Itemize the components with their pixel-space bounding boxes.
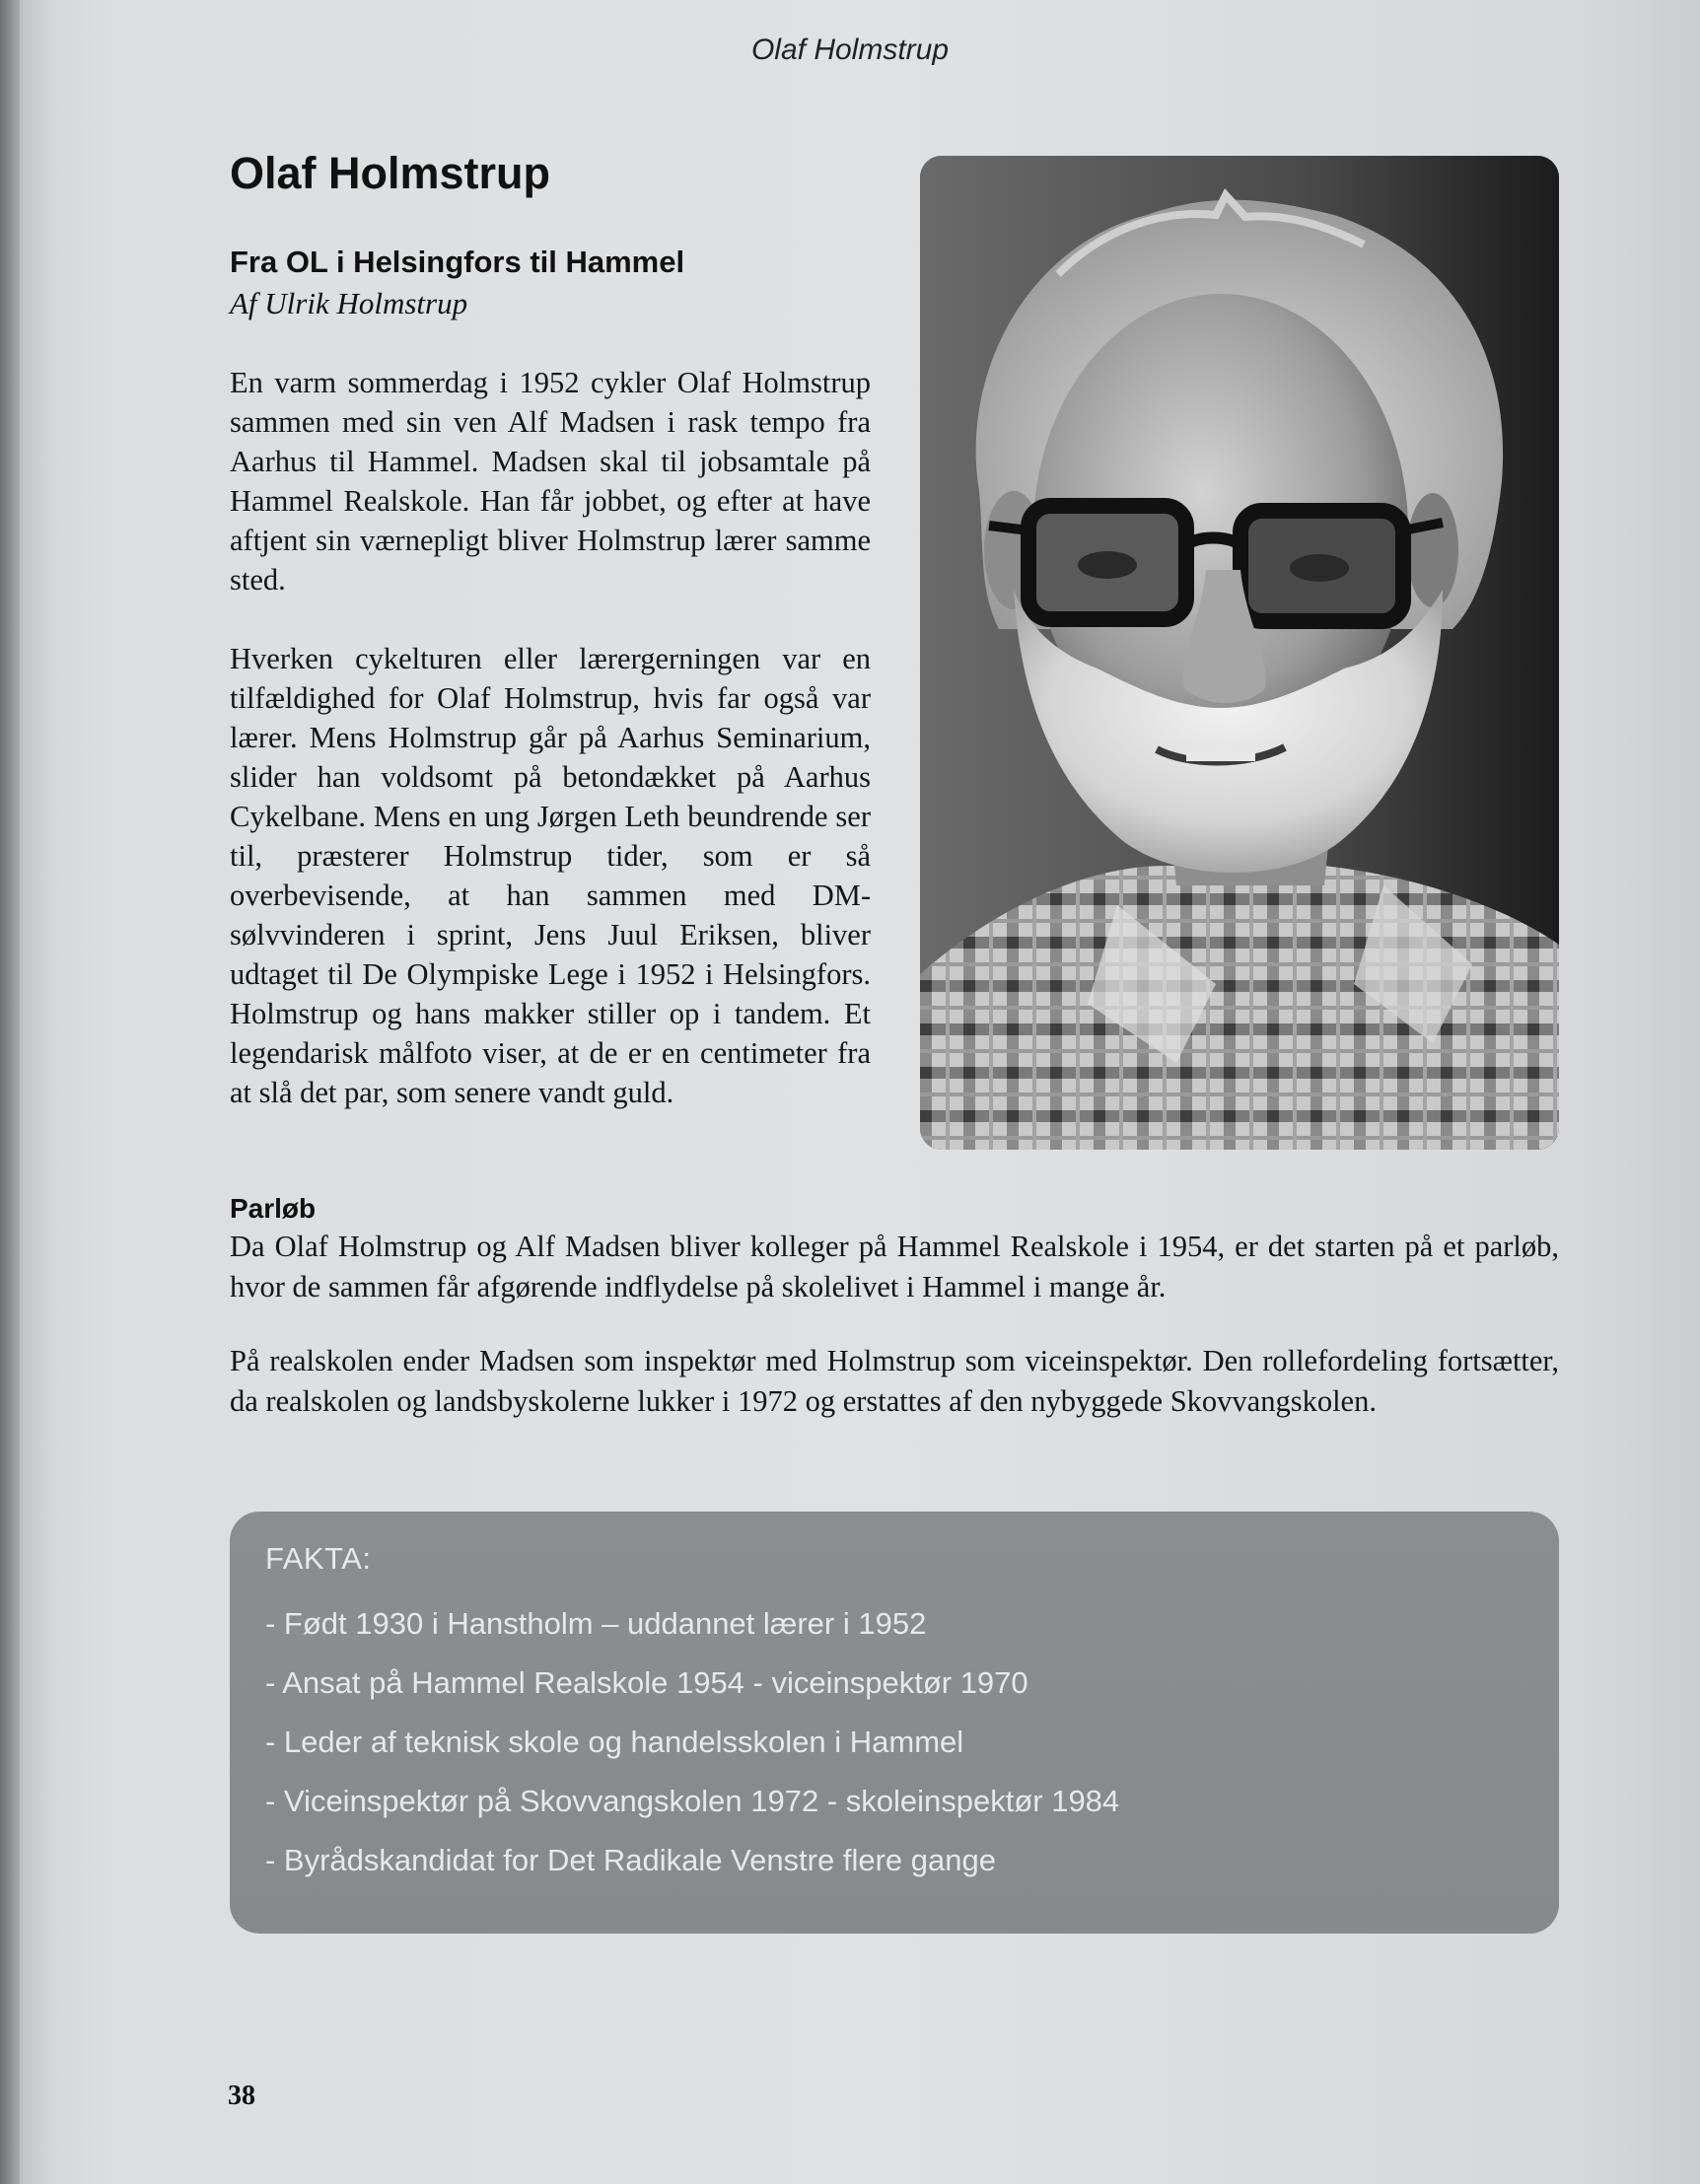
paragraph-colleagues: Da Olaf Holmstrup og Alf Madsen bliver kolleger på Hammel Realskole i 1954, er det starten på et parløb, hvor de sammen får afgørende indflydelse på skolelivet i Hammel i mange år. [230,1230,1559,1303]
article-title: Olaf Holmstrup [230,148,551,198]
fact-item: - Leder af teknisk skole og handelsskolen i Hammel [265,1725,964,1759]
fact-item: - Viceinspektør på Skovvangskolen 1972 - skoleinspektør 1984 [265,1784,1120,1818]
fact-item: - Byrådskandidat for Det Radikale Venstre flere gange [265,1843,996,1877]
book-spine-shadow [0,0,20,2184]
fact-box [230,1512,1559,1934]
portrait-photo [920,156,1559,1150]
paragraph-cycling: Hverken cykelturen eller lærergerningen var en tilfældighed for Olaf Holmstrup, hvis far også var lærer. Mens Holmstrup går på Aarhus Seminarium, slider han voldsomt på betondækket på Aarhus Cykelbane. Mens en ung Jørgen Leth beundrende ser til, præsterer Holmstrup tider, som er så overbevisende, at han sammen med DM-sølvvinderen i sprint, Jens Juul Eriksen, bliver udtaget til De Olympiske Lege i 1952 i Helsingfors. Holmstrup og hans makker stiller op i tandem. Et legendarisk målfoto viser, at de er en centimeter fra at slå det par, som senere vandt guld. [230,642,871,1109]
fact-item: - Født 1930 i Hanstholm – uddannet lærer i 1952 [265,1606,927,1641]
page-number: 38 [228,2080,255,2111]
paragraph-roles: På realskolen ender Madsen som inspektør med Holmstrup som viceinspektør. Den rollefordeling fortsætter, da realskolen og landsbyskolerne lukker i 1972 og erstattes af den nybyggede Skovvangskolen. [230,1344,1559,1418]
section-heading-parlob: Parløb [230,1193,317,1224]
running-head: Olaf Holmstrup [750,34,950,66]
paragraph-intro: En varm sommerdag i 1952 cykler Olaf Holmstrup sammen med sin ven Alf Madsen i rask tempo fra Aarhus til Hammel. Madsen skal til jobsamtale på Hammel Realskole. Han får jobbet, og efter at have aftjent sin værnepligt bliver Holmstrup lærer samme sted. [230,366,871,597]
article-subtitle: Fra OL i Helsingfors til Hammel [230,245,685,279]
fact-item: - Ansat på Hammel Realskole 1954 - viceinspektør 1970 [265,1665,1028,1700]
article-byline: Af Ulrik Holmstrup [230,286,468,320]
fact-box-label: FAKTA: [265,1541,372,1576]
